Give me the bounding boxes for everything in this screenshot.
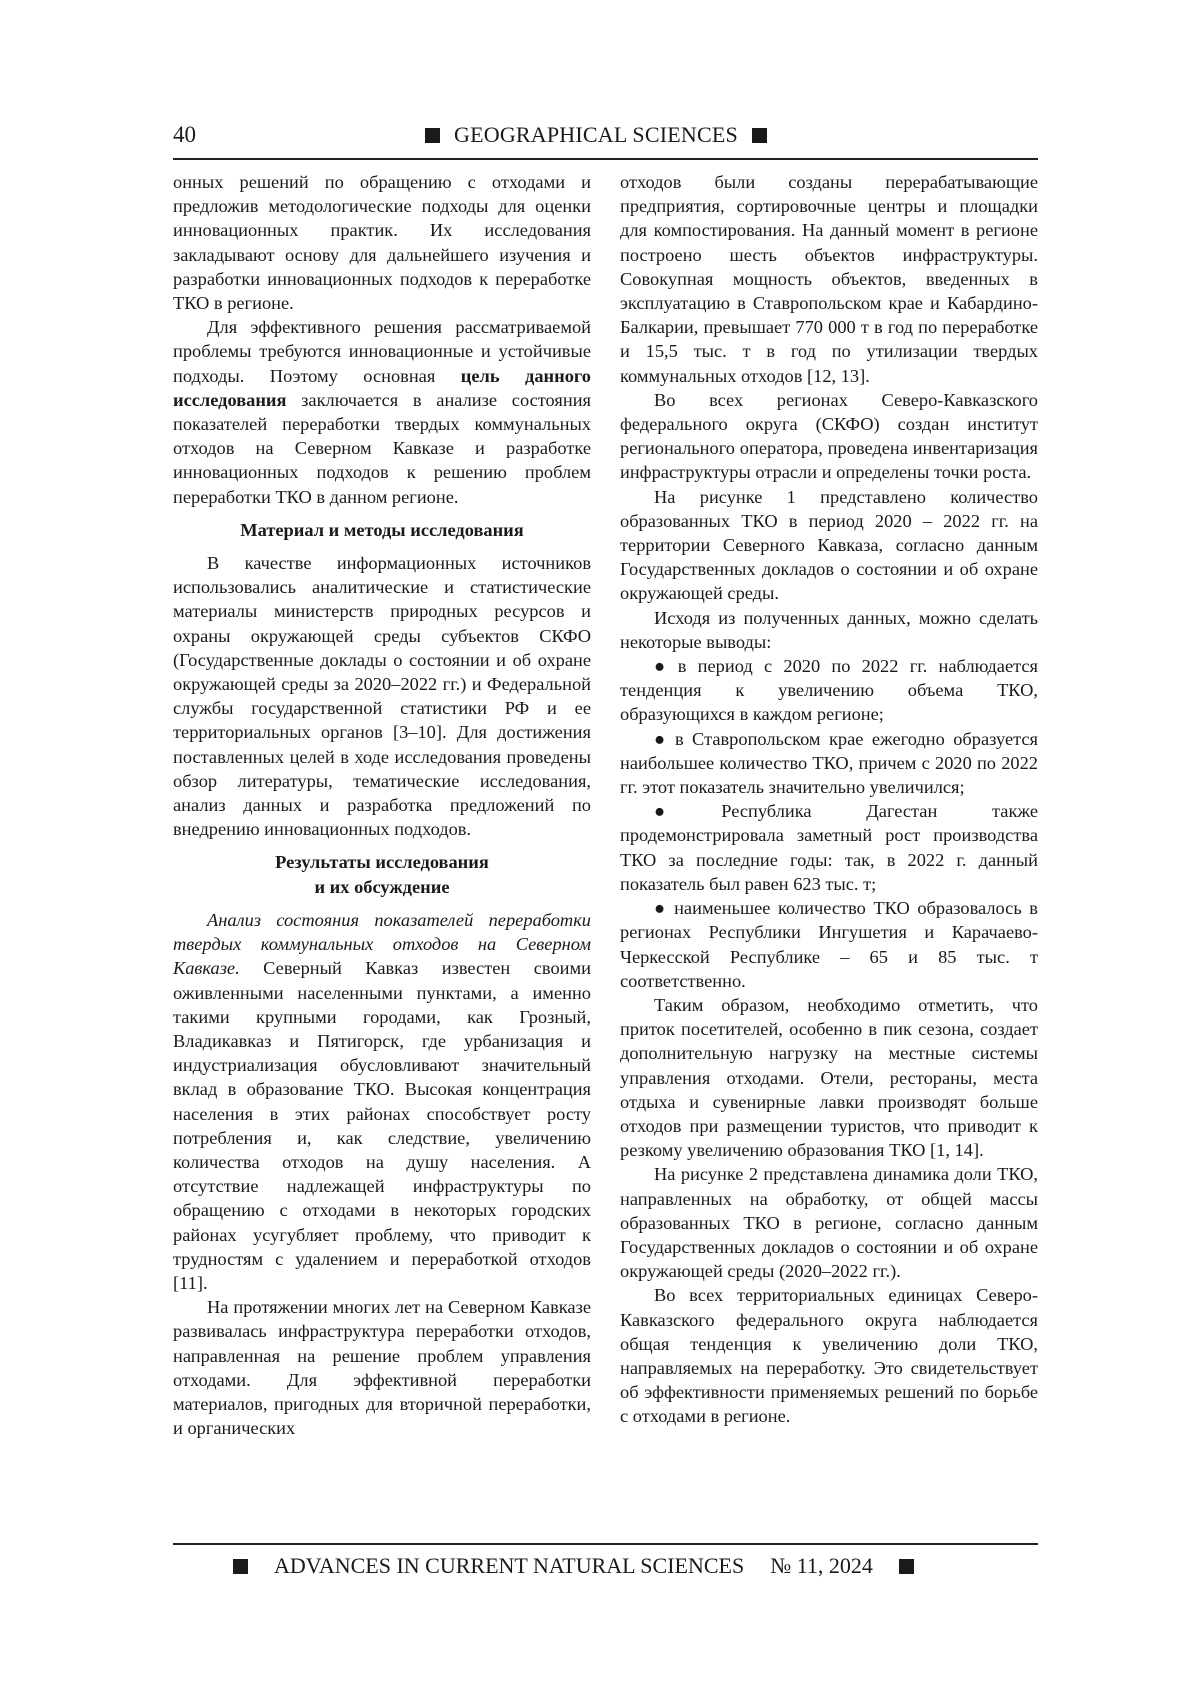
section-heading-results [173, 850, 591, 898]
square-bullet-icon [899, 1559, 914, 1574]
paragraph: Исходя из полученных данных, можно сделать некоторые выводы: [620, 607, 1038, 652]
page-header [173, 118, 1038, 160]
bullet-item [620, 896, 1038, 993]
paragraph [173, 908, 591, 1295]
square-bullet-icon [752, 128, 767, 143]
bullet-item [620, 799, 1038, 896]
heading-text: и их обсуждение [314, 876, 450, 897]
bullet-item [620, 727, 1038, 800]
right-column [620, 170, 1038, 1429]
bullet-text: наименьшее количество ТКО образовалось в регионах Республики Ингушетия и Карачаево-Черкесской Республике – 65 и 85 тыс. т соответственно. [620, 898, 1038, 991]
square-bullet-icon [233, 1559, 248, 1574]
bullet-text: в период с 2020 по 2022 гг. наблюдается тенденция к увеличению объема ТКО, образующихся в каждом регионе; [620, 656, 1038, 725]
bullet-item [620, 654, 1038, 727]
paragraph: На протяжении многих лет на Северном Кавказе развивалась инфраструктура переработки отходов, направленная на решение проблем управления отходами. Для эффективной переработки материалов, пригодных для вторичной переработки, и органических [173, 1297, 591, 1439]
journal-name: ADVANCES IN CURRENT NATURAL SCIENCES [274, 1553, 745, 1578]
section-title [425, 122, 767, 148]
issue-number: № 11, 2024 [770, 1553, 873, 1578]
paragraph: онных решений по обращению с отходами и предложив методологические подходы для оценки инновационных практик. Их исследования закладывают основу для дальнейшего изучения и разработки инновационных подходов к переработке ТКО в регионе. [173, 172, 591, 314]
page-footer [173, 1543, 1038, 1585]
bullet-icon: ● [654, 656, 672, 677]
bullet-text: в Ставропольском крае ежегодно образуется наибольшее количество ТКО, причем с 2020 по 2022 гг. этот показатель значительно увеличился; [620, 728, 1039, 798]
bullet-icon: ● [654, 728, 669, 749]
text-span: Для эффективного решения рассматриваемой проблемы требуются инновационные и устойчивые подходы. Поэтому основная [173, 317, 591, 386]
section-title-text: GEOGRAPHICAL SCIENCES [454, 122, 738, 147]
section-heading-methods [173, 518, 591, 542]
paragraph: Во всех территориальных единицах Северо-Кавказского федерального округа наблюдается общая тенденция к увеличению доли ТКО, направляемых на переработку. Это свидетельствует об эффективности применяемых решений по борьбе с отходами в регионе. [620, 1285, 1038, 1427]
square-bullet-icon [425, 128, 440, 143]
paragraph: отходов были созданы перерабатывающие предприятия, сортировочные центры и площадки для компостирования. На данный момент в регионе построено шесть объектов инфраструктуры. Совокупная мощность объектов, введенных в эксплуатацию в Ставропольском крае и Кабардино-Балкарии, превышает 770 000 т в год по переработке и 15,5 тыс. т в год по утилизации твердых коммунальных отходов [12, 13]. [620, 172, 1038, 386]
heading-text: Результаты исследования [275, 852, 489, 873]
italic-span: Анализ состояния показателей переработки твердых коммунальных отходов на Северном Кавказе. [173, 909, 591, 979]
paragraph: Во всех регионах Северо-Кавказского федерального округа (СКФО) создан институт регионального оператора, проведена инвентаризация инфраструктуры отрасли и определены точки роста. [620, 389, 1038, 483]
bullet-text: Республика Дагестан также продемонстрировала заметный рост производства ТКО за последние годы: так, в 2022 г. данный показатель был равен 623 тыс. т; [620, 801, 1039, 894]
heading-text: Материал и методы исследования [240, 519, 524, 540]
page-number: 40 [173, 122, 196, 147]
left-column [173, 170, 591, 1440]
paragraph: На рисунке 1 представлено количество образованных ТКО в период 2020 – 2022 гг. на территории Северного Кавказа, согласно данным Государственных докладов о состоянии и об охране окружающей среды. [620, 486, 1038, 604]
bold-span: цель данного исследования [173, 365, 591, 410]
paragraph: В качестве информационных источников использовались аналитические и статистические материалы министерств природных ресурсов и охраны окружающей среды субъектов СКФО (Государственные доклады о состоянии и об охране окружающей среды за 2020–2022 гг.) и Федеральной службы государственной статистики РФ и ее территориальных органов [3–10]. Для достижения поставленных целей в ходе исследования проведены обзор литературы, тематические исследования, анализ данных и разработка предложений по внедрению инновационных подходов. [173, 553, 591, 840]
text-span: заключается в анализе состояния показателей переработки твердых коммунальных отходов на Северном Кавказе и разработке инновационных подходов к решению проблем переработки ТКО в данном регионе. [173, 389, 591, 507]
journal-footer [233, 1553, 914, 1579]
paragraph: На рисунке 2 представлена динамика доли ТКО, направленных на обработку, от общей массы образованных ТКО в регионе, согласно данным Государственных докладов о состоянии и об охране окружающей среды (2020–2022 гг.). [620, 1164, 1038, 1282]
bullet-icon: ● [654, 801, 716, 822]
paragraph: Таким образом, необходимо отметить, что приток посетителей, особенно в пик сезона, создает дополнительную нагрузку на местные системы управления отходами. Отели, рестораны, места отдыха и сувенирные лавки производят больше отходов при размещении туристов, что приводит к резкому увеличению образования ТКО [1, 14]. [620, 994, 1038, 1161]
text-span: Северный Кавказ известен своими оживленными населенными пунктами, а именно такими крупными городами, как Грозный, Владикавказ и Пятигорск, где урбанизация и индустриализация обусловливают значительный вклад в образование ТКО. Высокая концентрация населения в этих районах способствует росту потребления и, как следствие, увеличению количества отходов на душу населения. А отсутствие надлежащей инфраструктуры по обращению с отходами в некоторых городских районах усугубляет проблему, что приводит к трудностям с удалением и переработкой отходов [11]. [173, 958, 591, 1293]
bullet-icon: ● [654, 898, 669, 919]
paragraph [173, 315, 591, 509]
